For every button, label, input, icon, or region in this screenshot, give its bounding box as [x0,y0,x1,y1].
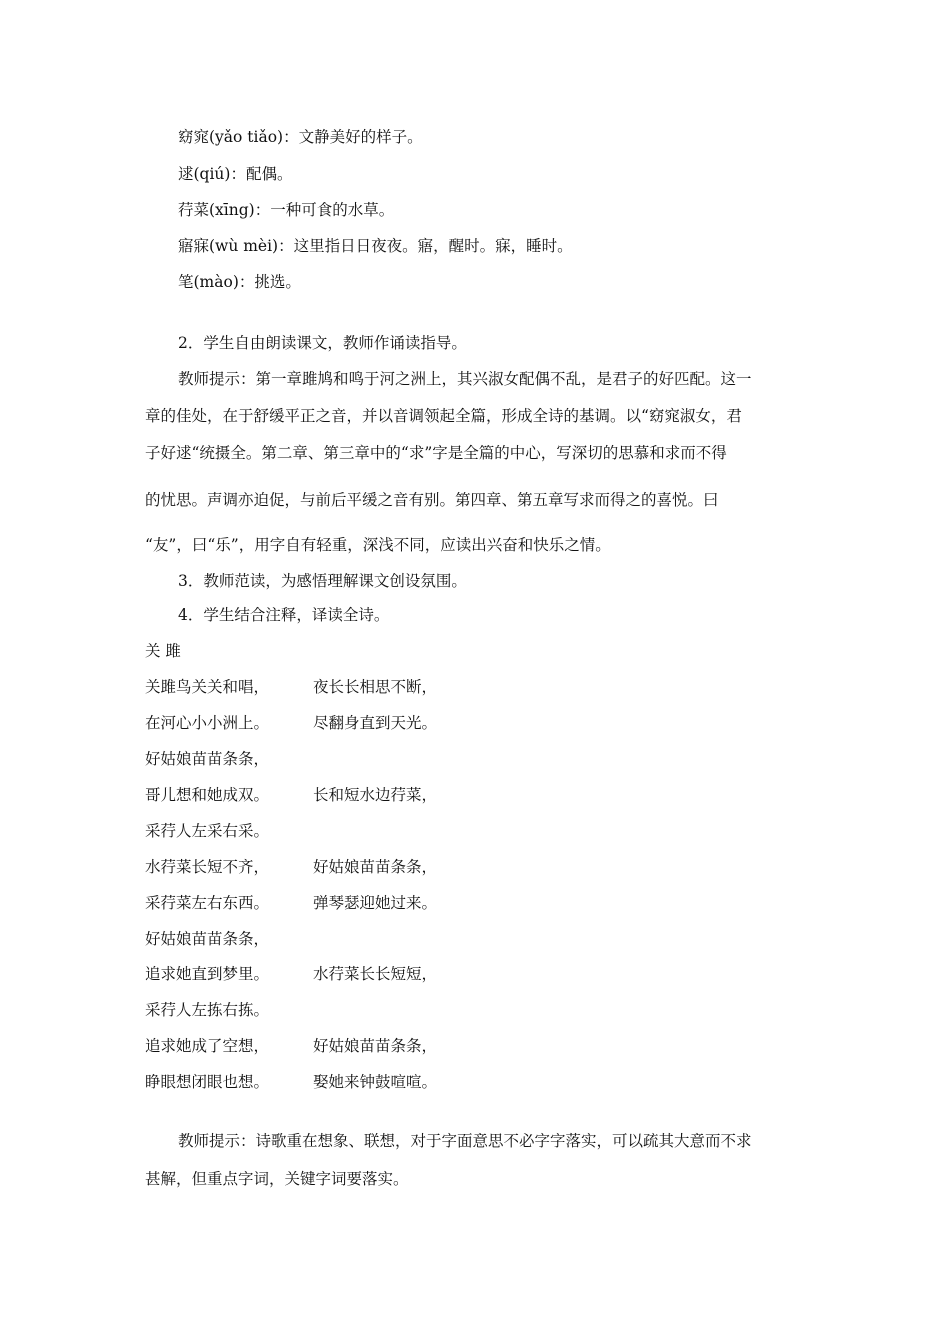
glossary-item: 荇菜(xīng)：一种可食的水草。 [178,201,395,219]
poem-title: 关 雎 [145,642,181,660]
poem-line-right: 水荇菜长长短短， [313,965,438,983]
poem-row [145,893,438,913]
poem-line-right: 娶她来钟鼓喧喧。 [313,1073,438,1091]
poem-line-left: 追求她成了空想， [145,1037,270,1055]
poem-row [145,749,269,769]
teacher-hint-line: 教师提示：诗歌重在想象、联想，对于字面意思不必字字落实，可以疏其大意而不求 [178,1132,752,1150]
teacher-hint-line: “友”，曰“乐”，用字自有轻重，深浅不同，应读出兴奋和快乐之情。 [145,536,611,554]
poem-line-right: 长和短水边荇菜， [313,786,438,804]
poem-line-left: 水荇菜长短不齐， [145,858,270,876]
glossary-item: 逑(qiú)：配偶。 [178,165,293,183]
glossary-item: 笔(mào)：挑选。 [178,273,301,291]
poem-line-right: 好姑娘苗苗条条， [313,858,438,876]
glossary-item: 寤寐(wù mèi)：这里指日日夜夜。寤，醒时。寐，睡时。 [178,237,573,255]
poem-line-left: 睁眼想闭眼也想。 [145,1073,270,1091]
poem-row [145,964,438,984]
poem-row [145,677,438,697]
poem-row [145,929,269,949]
poem-line-left: 采荇菜左右东西。 [145,894,270,912]
teacher-hint-line: 教师提示：第一章雎鸠和鸣于河之洲上，其兴淑女配偶不乱，是君子的好匹配。这一 [178,370,752,388]
poem-row [145,1072,438,1092]
poem-row [145,713,438,733]
poem-line-right: 夜长长相思不断， [313,678,438,696]
poem-line-left: 好姑娘苗苗条条， [145,750,270,768]
poem-line-left: 追求她直到梦里。 [145,965,270,983]
step-2: 2．学生自由朗读课文，教师作诵读指导。 [178,334,467,352]
poem-line-right: 好姑娘苗苗条条， [313,1037,438,1055]
poem-line-left: 好姑娘苗苗条条， [145,930,270,948]
poem-line-left: 关雎鸟关关和唱， [145,678,270,696]
poem-line-left: 采荇人左采右采。 [145,822,270,840]
poem-row [145,1000,269,1020]
poem-line-right: 尽翻身直到天光。 [313,714,438,732]
step-3: 3．教师范读，为感悟理解课文创设氛围。 [178,572,467,590]
teacher-hint-line: 甚解，但重点字词，关键字词要落实。 [145,1170,409,1188]
teacher-hint-line: 子好逑“统摄全。第二章、第三章中的“求”字是全篇的中心，写深切的思慕和求而不得 [145,444,727,462]
step-4: 4．学生结合注释，译读全诗。 [178,606,390,624]
poem-row [145,857,438,877]
glossary-item: 窈窕(yǎo tiǎo)：文静美好的样子。 [178,128,423,146]
poem-line-left: 哥儿想和她成双。 [145,786,270,804]
poem-row [145,785,438,805]
poem-line-left: 采荇人左拣右拣。 [145,1001,270,1019]
poem-row [145,1036,438,1056]
teacher-hint-line: 章的佳处，在于舒缓平正之音，并以音调领起全篇，形成全诗的基调。以“窈窕淑女，君 [145,407,742,425]
poem-row [145,821,269,841]
poem-line-left: 在河心小小洲上。 [145,714,270,732]
poem-line-right: 弹琴瑟迎她过来。 [313,894,438,912]
teacher-hint-line: 的忧思。声调亦迫促，与前后平缓之音有别。第四章、第五章写求而得之的喜悦。曰 [145,491,719,509]
